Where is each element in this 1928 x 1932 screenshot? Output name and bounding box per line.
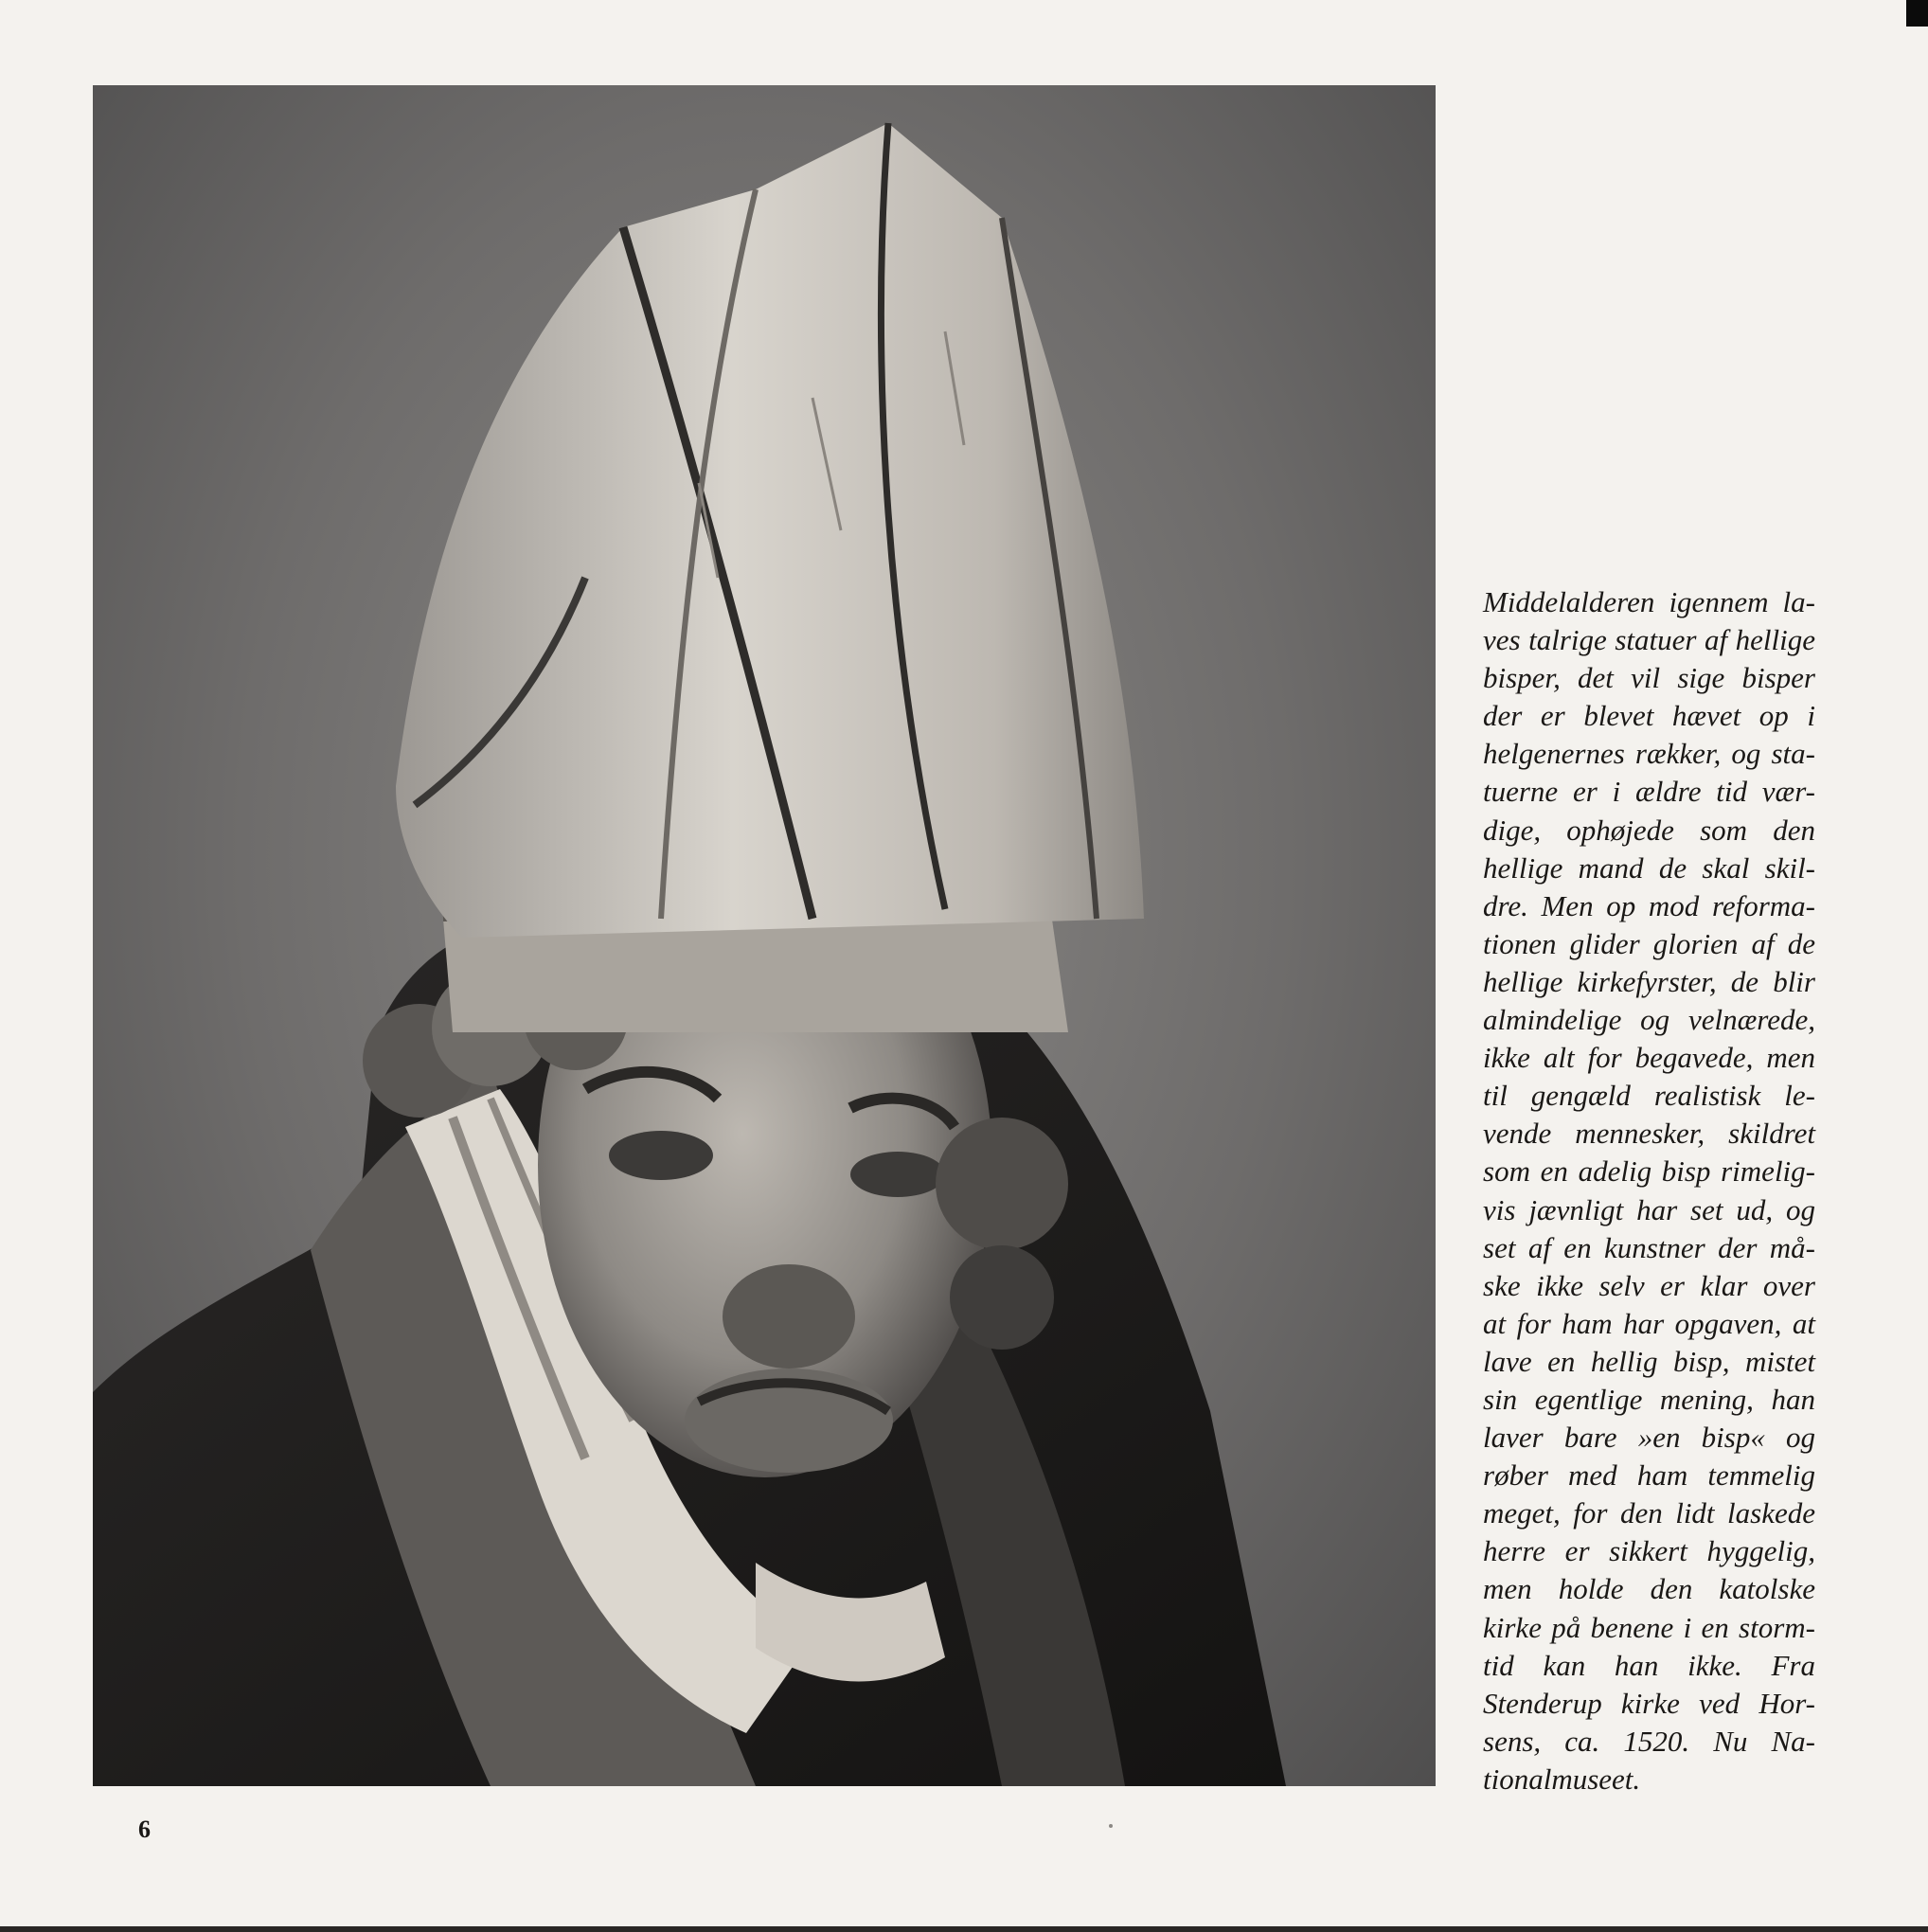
caption-line: hellige kirkefyrster, de blir	[1483, 964, 1815, 998]
caption-line: tid kan han ikke. Fra	[1483, 1648, 1815, 1682]
caption-line: ske ikke selv er klar over	[1483, 1268, 1815, 1302]
caption-line: dige, ophøjede som den	[1483, 813, 1815, 847]
caption-line: ikke alt for begavede, men	[1483, 1041, 1815, 1075]
caption-line: vende mennesker, skildret	[1483, 1117, 1815, 1151]
caption-line: Middelalderen igennem la-	[1483, 585, 1815, 618]
caption-line: men holde den katolske	[1483, 1572, 1815, 1606]
caption-line: at for ham har opgaven, at	[1483, 1306, 1815, 1340]
caption-line: ves talrige statuer af hellige	[1483, 623, 1815, 657]
page-number: 6	[138, 1816, 151, 1843]
caption-line: lave en hellig bisp, mistet	[1483, 1344, 1815, 1378]
caption-line: meget, for den lidt laskede	[1483, 1496, 1815, 1530]
caption-line: som en adelig bisp rimelig-	[1483, 1154, 1815, 1189]
caption-line: hellige mand de skal skil-	[1483, 850, 1815, 885]
caption-line: helgenernes rækker, og sta-	[1483, 737, 1815, 771]
caption-line: bisper, det vil sige bisper	[1483, 661, 1815, 695]
photo-caption	[1483, 583, 1815, 1798]
caption-line: vis jævnligt har set ud, og	[1483, 1192, 1815, 1226]
scan-edge	[0, 1926, 1928, 1932]
caption-line: herre er sikkert hyggelig,	[1483, 1534, 1815, 1568]
caption-line: sens, ca. 1520. Nu Na-	[1483, 1724, 1815, 1758]
caption-line: Stenderup kirke ved Hor-	[1483, 1686, 1815, 1720]
corner-mark	[1906, 0, 1928, 27]
caption-line: der er blevet hævet op i	[1483, 699, 1815, 733]
caption-line: tionen glider glorien af de	[1483, 926, 1815, 960]
caption-line: til gengæld realistisk le-	[1483, 1079, 1815, 1113]
caption-line: laver bare »en bisp« og	[1483, 1421, 1815, 1455]
print-speck	[1109, 1824, 1113, 1828]
caption-line: kirke på benene i en storm-	[1483, 1610, 1815, 1644]
caption-line: set af en kunstner der må-	[1483, 1230, 1815, 1264]
caption-line: dre. Men op mod reforma-	[1483, 888, 1815, 922]
caption-line: tionalmuseet.	[1483, 1762, 1641, 1796]
caption-line: almindelige og velnærede,	[1483, 1003, 1815, 1037]
bishop-statue-photo	[93, 85, 1436, 1786]
bishop-statue-illustration	[93, 85, 1436, 1786]
caption-line: sin egentlige mening, han	[1483, 1382, 1815, 1416]
caption-line: røber med ham temmelig	[1483, 1458, 1815, 1493]
caption-line: tuerne er i ældre tid vær-	[1483, 775, 1815, 809]
